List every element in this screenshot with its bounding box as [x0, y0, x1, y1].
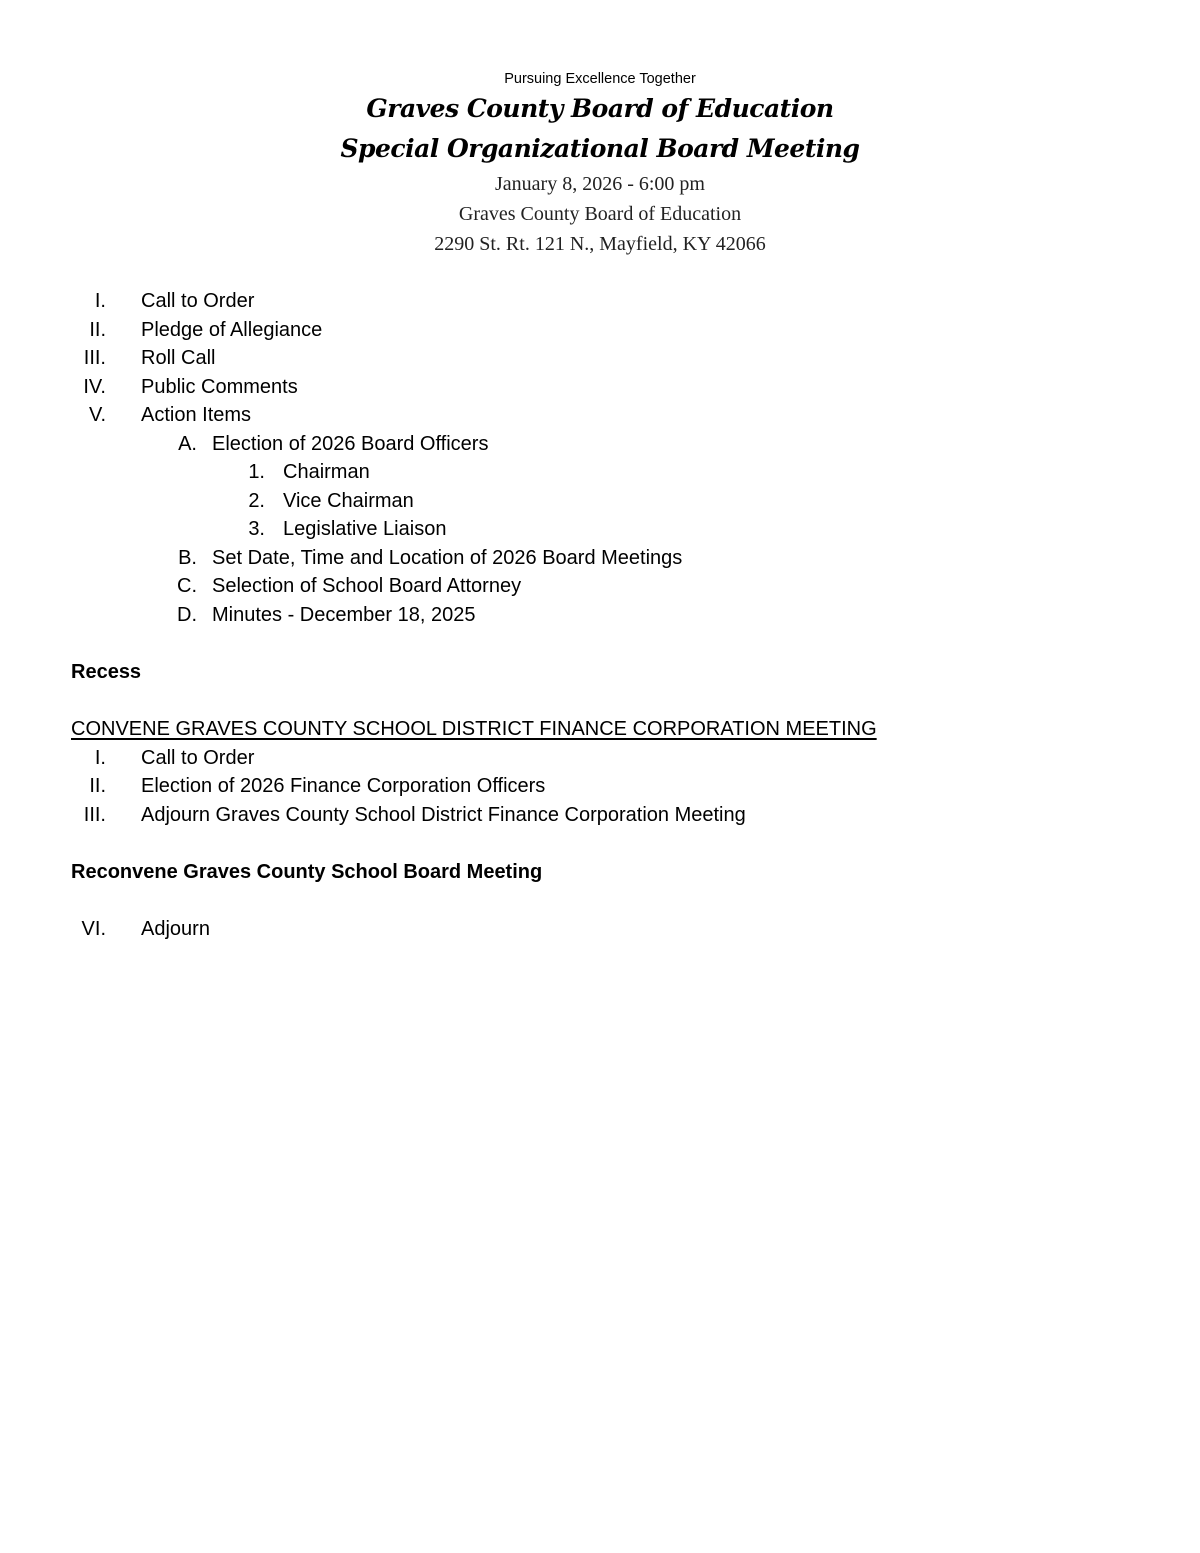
- finance-item-text: Adjourn Graves County School District Finance Corporation Meeting: [141, 804, 746, 826]
- agenda-item-number: VI.: [81, 918, 106, 940]
- tagline: Pursuing Excellence Together: [504, 71, 696, 87]
- agenda-item-text: Call to Order: [141, 290, 255, 312]
- agenda-item-number: II.: [89, 319, 106, 341]
- agenda-item-number: IV.: [83, 376, 106, 398]
- finance-item-number: I.: [94, 747, 106, 769]
- officer-item-text: Legislative Liaison: [283, 518, 447, 540]
- finance-item-number: III.: [83, 804, 106, 826]
- officer-item-text: Chairman: [283, 461, 370, 483]
- officer-item-number: 1.: [248, 461, 265, 483]
- officer-item-text: Vice Chairman: [283, 490, 414, 512]
- recess-heading: Recess: [71, 661, 142, 683]
- finance-item-text: Election of 2026 Finance Corporation Officers: [141, 775, 546, 797]
- agenda-item-text: Adjourn: [141, 918, 210, 940]
- agenda-item-number: V.: [88, 404, 106, 426]
- finance-meeting-heading: CONVENE GRAVES COUNTY SCHOOL DISTRICT FINANCE CORPORATION MEETING: [71, 718, 877, 740]
- agenda-item-number: III.: [83, 347, 106, 369]
- agenda-item-text: Roll Call: [141, 347, 216, 369]
- officer-item-number: 3.: [248, 518, 265, 540]
- agenda-item-text: Action Items: [141, 404, 252, 426]
- action-item-text: Election of 2026 Board Officers: [212, 433, 489, 455]
- meeting-type: Special Organizational Board Meeting: [340, 134, 860, 163]
- finance-item-number: II.: [89, 775, 106, 797]
- action-item-text: Minutes - December 18, 2025: [212, 604, 476, 626]
- meeting-venue: Graves County Board of Education: [458, 203, 742, 225]
- finance-item-text: Call to Order: [141, 747, 255, 769]
- action-item-letter: D.: [177, 604, 197, 626]
- document-title: Graves County Board of Education: [366, 94, 834, 123]
- action-item-letter: A.: [178, 433, 197, 455]
- agenda-item-text: Pledge of Allegiance: [141, 319, 323, 341]
- action-item-letter: C.: [177, 575, 197, 597]
- agenda-item-text: Public Comments: [141, 376, 298, 398]
- action-item-text: Selection of School Board Attorney: [212, 575, 522, 597]
- meeting-address: 2290 St. Rt. 121 N., Mayfield, KY 42066: [434, 233, 766, 255]
- meeting-datetime: January 8, 2026 - 6:00 pm: [495, 173, 705, 195]
- agenda-item-number: I.: [94, 290, 106, 312]
- officer-item-number: 2.: [248, 490, 265, 512]
- action-item-text: Set Date, Time and Location of 2026 Board Meetings: [212, 547, 683, 569]
- action-item-letter: B.: [178, 547, 197, 569]
- reconvene-heading: Reconvene Graves County School Board Meeting: [71, 861, 543, 883]
